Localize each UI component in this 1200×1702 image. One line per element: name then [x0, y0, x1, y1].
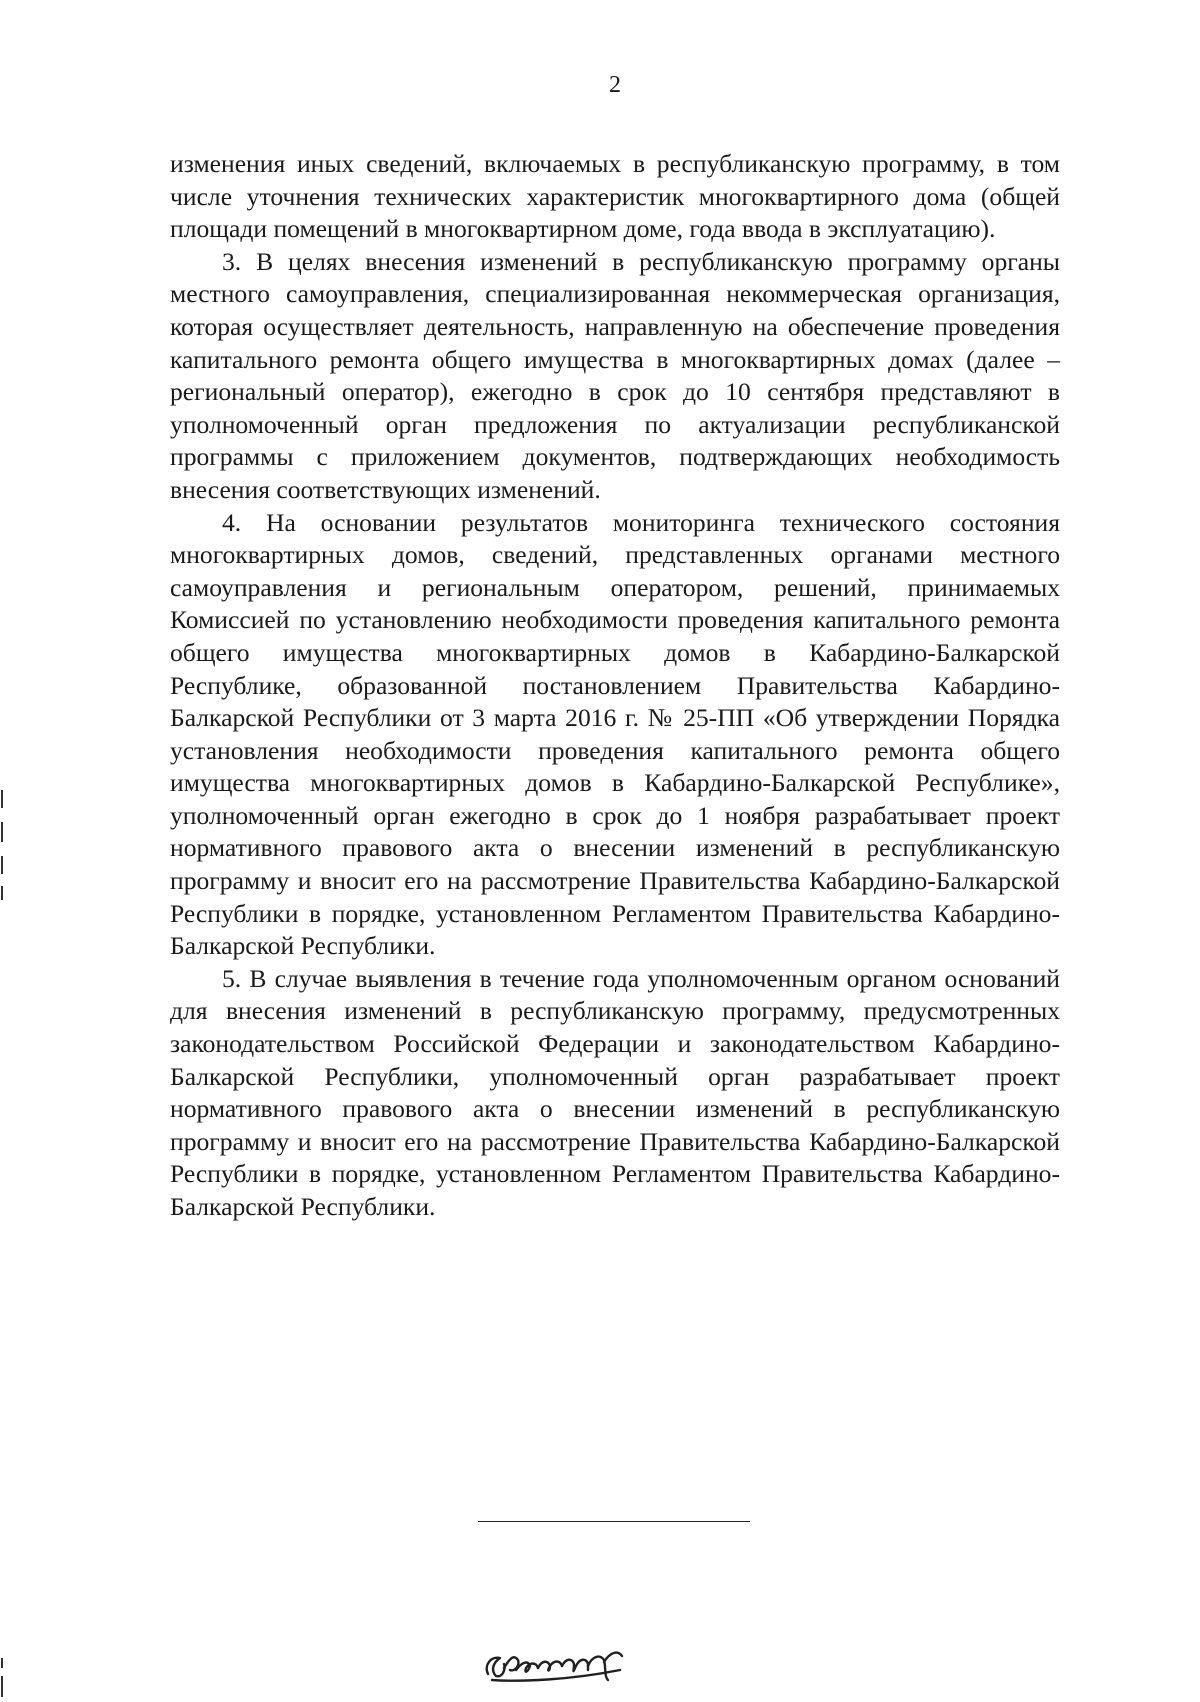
- scan-margin-marks: [0, 0, 6, 1697]
- paragraph-continuation: изменения иных сведений, включаемых в республиканскую программу, в том числе уточнения технических характеристик многоквартирного дома (общей площади помещений в многоквартирном доме, года ввода в эксплуатацию).: [170, 149, 1060, 244]
- paragraph-3: 3. В целях внесения изменений в республиканскую программу органы местного самоуправления, специализированная некоммерческая организация, которая осуществляет деятельность, направленную на обеспечение проведения капитального ремонта общего имущества в многоквартирных домах (далее – региональный оператор), ежегодно в срок до 10 сентября представляют в уполномоченный орган предложения по актуализации республиканской программы с приложением документов, подтверждающих необходимость внесения соответствующих изменений.: [170, 246, 1060, 504]
- document-body: [170, 148, 1060, 1224]
- paragraph-4: 4. На основании результатов мониторинга технического состояния многоквартирных домов, сведений, представленных органами местного самоуправления и региональным оператором, решений, принимаемых Комиссией по установлению необходимости проведения капитального ремонта общего имущества многоквартирных домов в Кабардино-Балкарской Республике, образованной постановлением Правительства Кабардино-Балкарской Республики от 3 марта 2016 г. № 25-ПП «Об утверждении Порядка установления необходимости проведения капитального ремонта общего имущества многоквартирных домов в Кабардино-Балкарской Республике», уполномоченный орган ежегодно в срок до 1 ноября разрабатывает проект нормативного правового акта о внесении изменений в республиканскую программу и вносит его на рассмотрение Правительства Кабардино-Балкарской Республики в порядке, установленном Регламентом Правительства Кабардино-Балкарской Республики.: [170, 507, 1060, 961]
- paragraph-5: 5. В случае выявления в течение года уполномоченным органом оснований для внесения изменений в республиканскую программу, предусмотренных законодательством Российской Федерации и законодательством Кабардино-Балкарской Республики, уполномоченный орган разрабатывает проект нормативного правового акта о внесении изменений в республиканскую программу и вносит его на рассмотрение Правительства Кабардино-Балкарской Республики в порядке, установленном Регламентом Правительства Кабардино-Балкарской Республики.: [170, 963, 1060, 1221]
- page-number: 2: [609, 72, 621, 98]
- end-of-text-rule: [478, 1521, 750, 1522]
- signature-icon: [480, 1640, 650, 1688]
